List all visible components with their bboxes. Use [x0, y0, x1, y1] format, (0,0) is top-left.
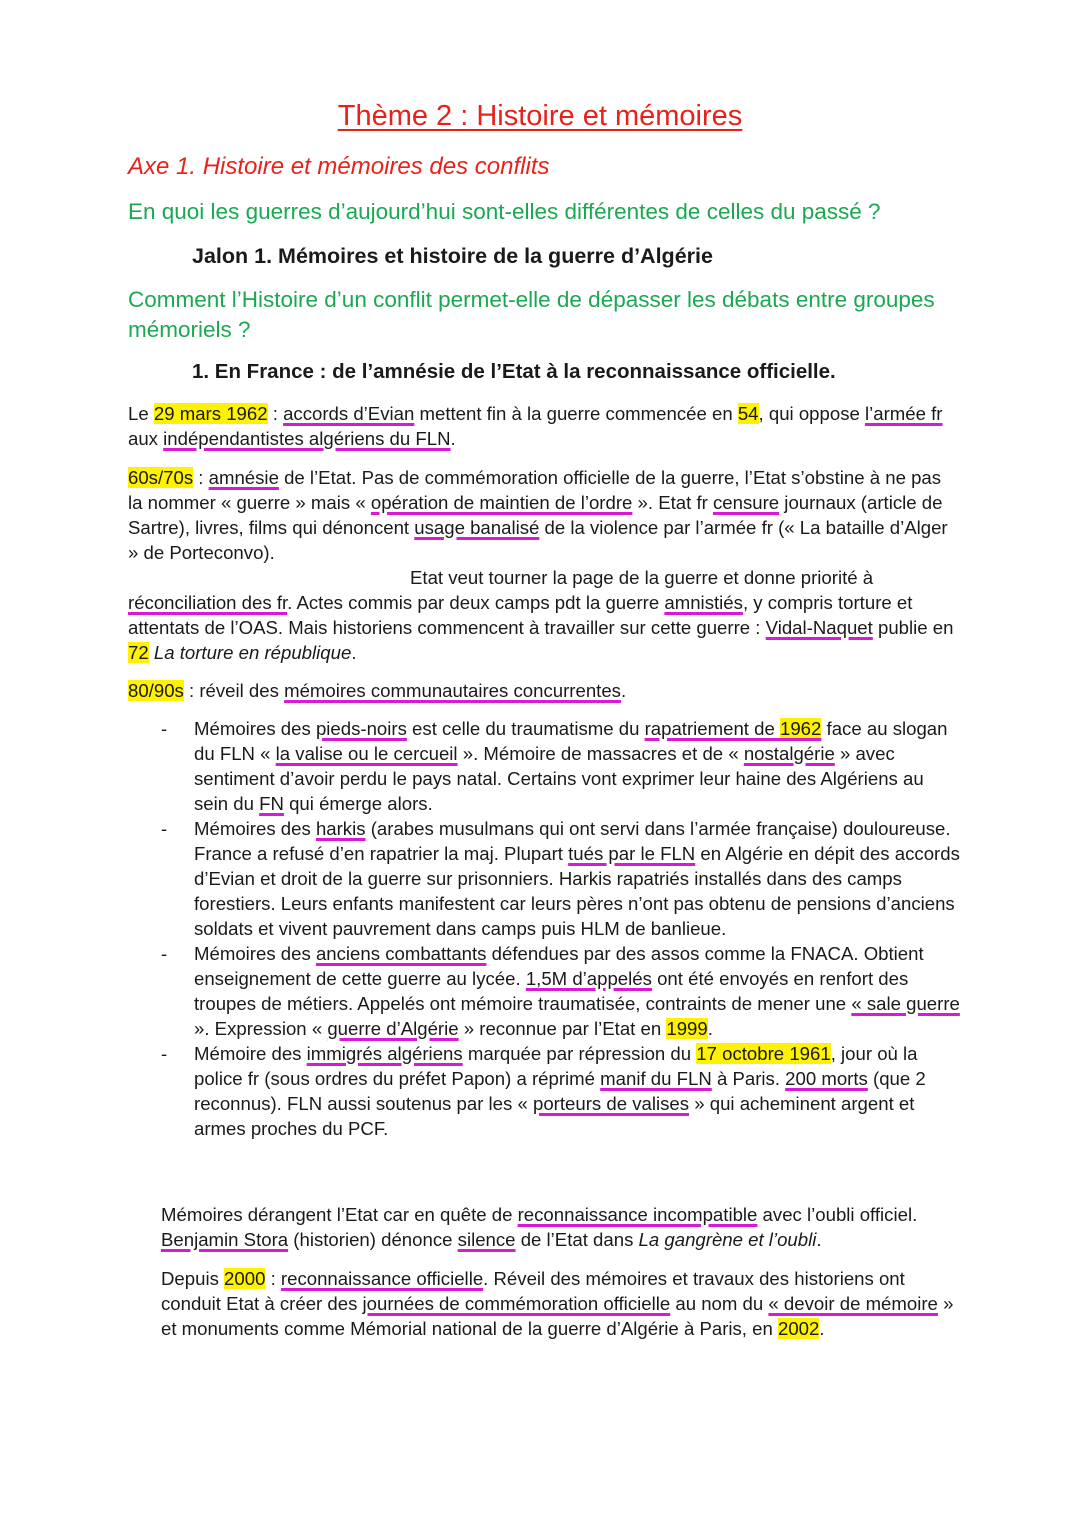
jalon-heading: Jalon 1. Mémoires et histoire de la guerre d’Algérie	[192, 244, 713, 268]
list-item: - Mémoires des pieds-noirs est celle du traumatisme du rapatriement de 1962 face au slogan du FLN « la valise ou le cercueil ». Mémoire de massacres et de « nostalgérie » avec sentiment d’avoir perdu le pays natal. Certains vont exprimer leur haine des Algériens au sein du FN qui émerge alors.	[161, 718, 948, 814]
list-item: - Mémoires des anciens combattants défendues par des assos comme la FNACA. Obtient enseignement de cette guerre au lycée. 1,5M d’appelés ont été envoyés en renfort des troupes de métiers. Appelés ont mémoire traumatisée, contraints de mener une « sale guerre ». Expression « guerre d’Algérie » reconnue par l’Etat en 1999.	[161, 943, 960, 1039]
highlight-date: 60s/70s	[128, 467, 194, 488]
highlight-date: 54	[737, 403, 759, 424]
axis-heading: Axe 1. Histoire et mémoires des conflits	[128, 153, 550, 180]
highlight-date: 72	[128, 642, 149, 663]
highlight-date: 2002	[778, 1318, 820, 1339]
highlight-date: 29 mars 1962	[153, 403, 268, 424]
highlight-date: 17 octobre 1961	[696, 1043, 831, 1064]
problem-question-2: Comment l’Histoire d’un conflit permet-elle de dépasser les débats entre groupes mémoriels ?	[128, 287, 935, 342]
highlight-date: 2000	[224, 1268, 266, 1289]
highlight-date: 1999	[666, 1018, 708, 1039]
paragraph-evian: Le 29 mars 1962 : accords d’Evian mettent fin à la guerre commencée en 54, qui oppose l’armée fr aux indépendantistes algériens du FLN.	[128, 403, 943, 449]
problem-question-1: En quoi les guerres d’aujourd’hui sont-elles différentes de celles du passé ?	[128, 199, 881, 224]
highlight-date: 1962	[780, 718, 822, 739]
paragraph-memoires: 80/90s : réveil des mémoires communautaires concurrentes.	[128, 680, 627, 701]
highlight-date: 80/90s	[128, 680, 184, 701]
section-heading: 1. En France : de l’amnésie de l’Etat à la reconnaissance officielle.	[192, 360, 836, 383]
memory-groups-list	[161, 716, 961, 1141]
page-title: Thème 2 : Histoire et mémoires	[337, 100, 743, 132]
paragraph-amnesie: 60s/70s : amnésie de l’Etat. Pas de commémoration officielle de la guerre, l’Etat s’obstine à ne pas la nommer « guerre » mais « opération de maintien de l’ordre ». Etat fr censure journaux (article de Sartre), livres, films qui dénoncent usage banalisé de la violence par l’armée fr (« La bataille d’Alger » de Porteconvo). Etat veut tourner la page de la guerre et donne priorité à réconciliation des fr. Actes commis par deux camps pdt la guerre amnistiés, y compris torture et attentats de l’OAS. Mais historiens commencent à travailler sur cette guerre : Vidal-Naquet publie en 72 La torture en république.	[128, 467, 954, 663]
paragraph-reconnaissance: Depuis 2000 : reconnaissance officielle. Réveil des mémoires et travaux des historiens ont conduit Etat à créer des journées de commémoration officielle au nom du « devoir de mémoire » et monuments comme Mémorial national de la guerre d’Algérie à Paris, en 2002.	[161, 1268, 954, 1339]
list-item: - Mémoires des harkis (arabes musulmans qui ont servi dans l’armée française) douloureuse. France a refusé d’en rapatrier la maj. Plupart tués par le FLN en Algérie en dépit des accords d’Evian et droit de la guerre sur prisonniers. Harkis rapatriés installés dans des camps forestiers. Leurs enfants manifestent car leurs pères n’ont pas obtenu de pensions d’anciens soldats et vivent pauvrement dans camps puis HLM de banlieue.	[161, 818, 960, 939]
paragraph-stora: Mémoires dérangent l’Etat car en quête de reconnaissance incompatible avec l’oubli officiel. Benjamin Stora (historien) dénonce silence de l’Etat dans La gangrène et l’oubli.	[161, 1204, 918, 1250]
list-item: - Mémoire des immigrés algériens marquée par répression du 17 octobre 1961, jour où la police fr (sous ordres du préfet Papon) a réprimé manif du FLN à Paris. 200 morts (que 2 reconnus). FLN aussi soutenus par les « porteurs de valises » qui acheminent argent et armes proches du PCF.	[161, 1043, 926, 1139]
